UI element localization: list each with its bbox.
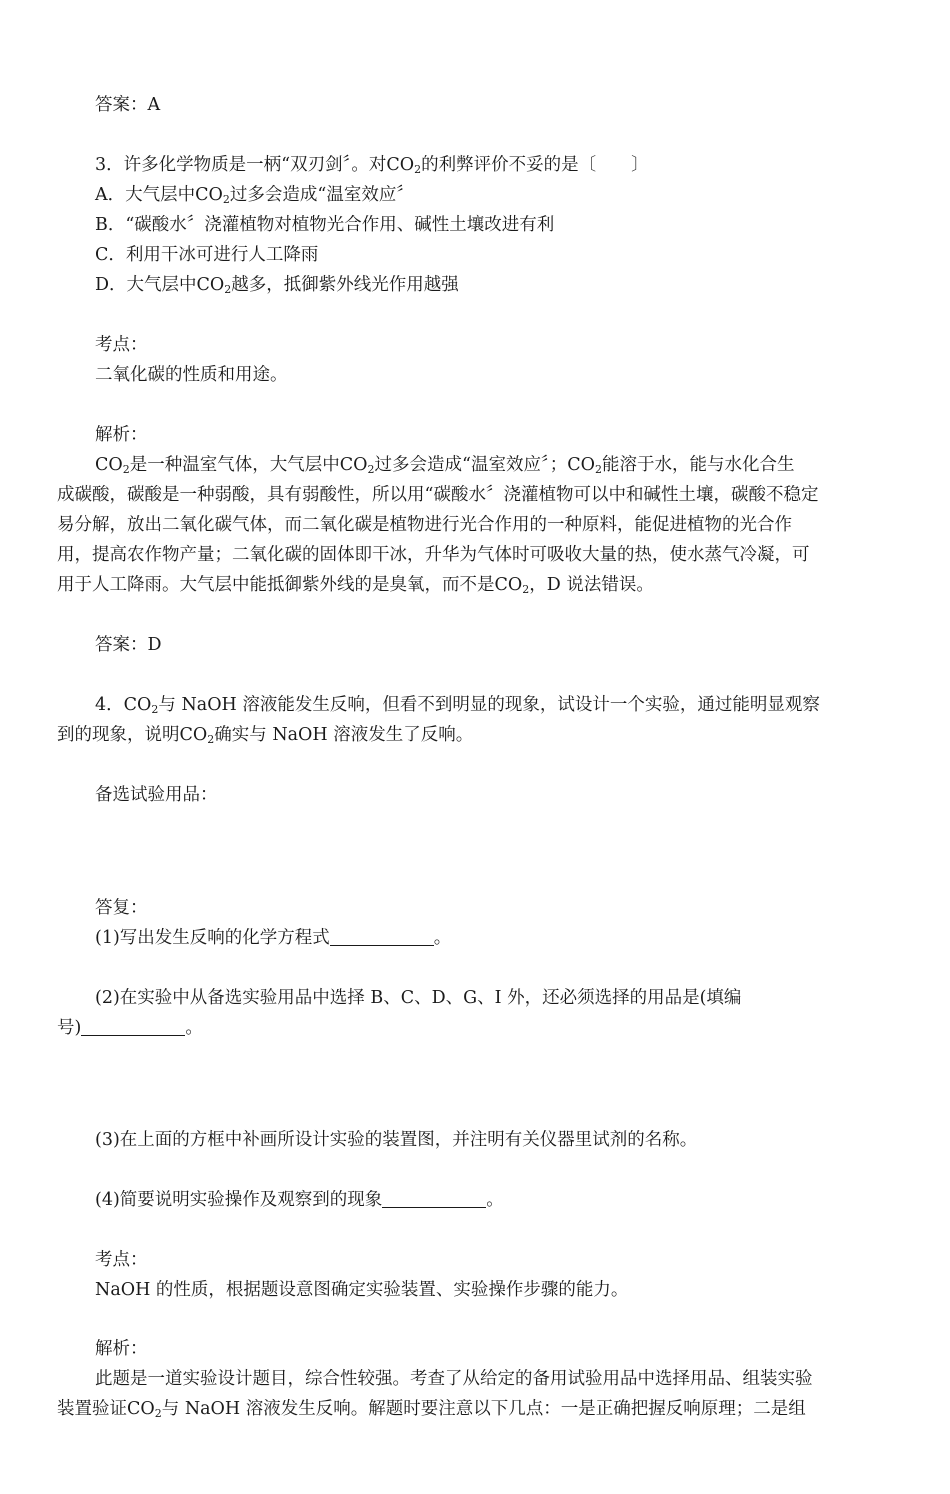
q4-jiexi-line-2: 装置验证$CO_2$与 NaOH 溶液发生反响。解题时要注意以下几点：一是正确把握反响原理；二是组 bbox=[57, 1399, 806, 1420]
q4-part-2-line-2: 号) 。 bbox=[57, 1013, 203, 1043]
q3-jiexi-line-4: 用，提高农作物产量；二氧化碳的固体即干冰，升华为气体时可吸收大量的热，使水蒸气冷凝，可 bbox=[57, 545, 810, 565]
answer-blank-2[interactable] bbox=[81, 1015, 185, 1036]
q3-option-b: B．“碳酸水〞浇灌植物对植物光合作用、碱性土壤改进有利 bbox=[95, 215, 555, 235]
q4-stem-line-1: 4．$CO_2$与 NaOH 溶液能发生反响，但看不到明显的现象，试设计一个实验，通过能明显观察 bbox=[95, 695, 820, 716]
answer-q2: 答案：A bbox=[95, 95, 161, 115]
q4-kaodian-text: NaOH 的性质，根据题设意图确定实验装置、实验操作步骤的能力。 bbox=[95, 1280, 629, 1300]
q3-option-a: A．大气层中$CO_2$过多会造成“温室效应〞 bbox=[95, 185, 414, 206]
answer-blank-4[interactable] bbox=[382, 1187, 486, 1208]
q4-materials-label: 备选试验用品： bbox=[95, 785, 218, 805]
q3-jiexi-line-2: 成碳酸，碳酸是一种弱酸，具有弱酸性，所以用“碳酸水〞浇灌植物可以中和碱性土壤，碳酸不稳定 bbox=[57, 485, 819, 505]
q4-jiexi-label: 解析： bbox=[95, 1339, 148, 1359]
q3-stem: 3．许多化学物质是一柄“双刃剑〞。对$CO_2$的利弊评价不妥的是〔 〕 bbox=[95, 155, 649, 176]
q3-jiexi-line-1: $CO_2$是一种温室气体，大气层中$CO_2$过多会造成“温室效应〞；$CO_2$能溶于水，能与水化合生 bbox=[95, 455, 795, 476]
q3-kaodian-text: 二氧化碳的性质和用途。 bbox=[95, 365, 288, 385]
q4-part-3: (3)在上面的方框中补画所设计实验的装置图，并注明有关仪器里试剂的名称。 bbox=[95, 1130, 698, 1150]
q4-reply-label: 答复： bbox=[95, 898, 148, 918]
answer-q3: 答案：D bbox=[95, 635, 162, 655]
q3-option-c: C．利用干冰可进行人工降雨 bbox=[95, 245, 319, 265]
q4-part-1: (1)写出发生反响的化学方程式 。 bbox=[95, 923, 451, 953]
q3-jiexi-line-5: 用于人工降雨。大气层中能抵御紫外线的是臭氧，而不是$CO_2$，D 说法错误。 bbox=[57, 575, 654, 596]
q4-part-2-line-1: (2)在实验中从备选实验用品中选择 B、C、D、G、I 外，还必须选择的用品是(填编 bbox=[95, 988, 742, 1008]
q3-kaodian-label: 考点： bbox=[95, 335, 148, 355]
q3-jiexi-label: 解析： bbox=[95, 425, 148, 445]
answer-blank-1[interactable] bbox=[330, 925, 434, 946]
q4-kaodian-label: 考点： bbox=[95, 1250, 148, 1270]
q3-option-d: D．大气层中$CO_2$越多，抵御紫外线光作用越强 bbox=[95, 275, 459, 296]
q4-jiexi-line-1: 此题是一道实验设计题目，综合性较强。考查了从给定的备用试验用品中选择用品、组装实验 bbox=[95, 1369, 813, 1389]
q4-stem-line-2: 到的现象，说明$CO_2$确实与 NaOH 溶液发生了反响。 bbox=[57, 725, 474, 746]
q3-jiexi-line-3: 易分解，放出二氧化碳气体，而二氧化碳是植物进行光合作用的一种原料，能促进植物的光合作 bbox=[57, 515, 792, 535]
q4-part-4: (4)简要说明实验操作及观察到的现象 。 bbox=[95, 1185, 504, 1215]
